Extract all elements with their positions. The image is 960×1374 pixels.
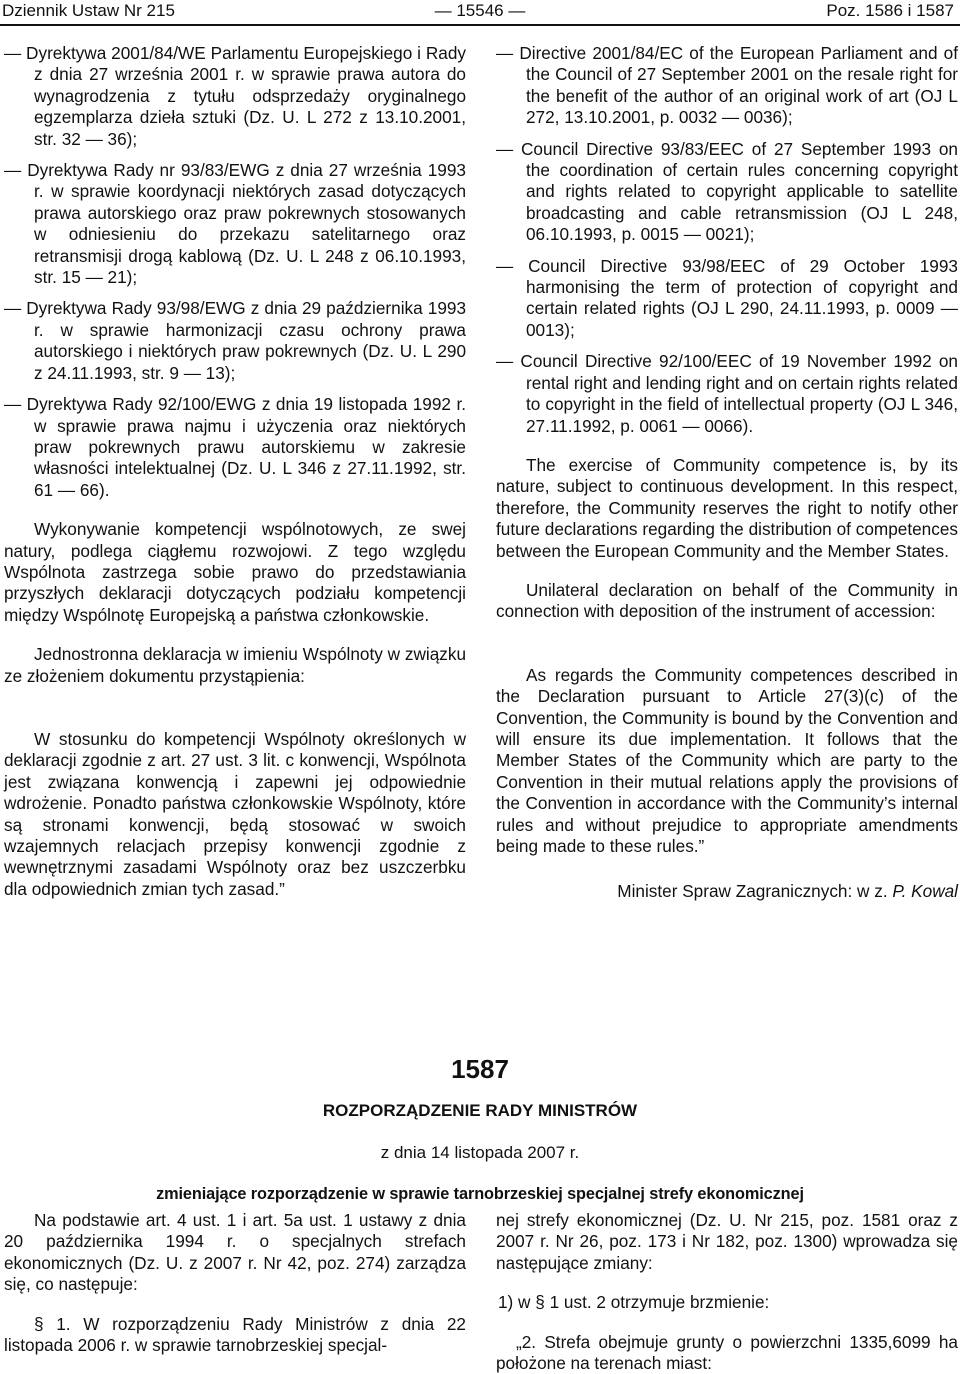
- signature-prefix: Minister Spraw Zagranicznych: w z.: [617, 881, 893, 902]
- act-quoted-provision: „2. Strefa obejmuje grunty o powierzchni 1335,6099 ha położone na terenach miast:: [496, 1331, 958, 1374]
- header-rule: [0, 24, 960, 26]
- directive-item-pl: — Dyrektywa Rady 92/100/EWG z dnia 19 listopada 1992 r. w sprawie prawa najmu i użyczenia oraz niektórych praw pokrewnych prawu autorskiemu w zakresie własności intelektualnej (Dz. U. L 346 z 27.11.1992, str. 61 — 66).: [4, 394, 466, 500]
- directive-item-en: — Council Directive 92/100/EEC of 19 November 1992 on rental right and lending right and on certain rights related to copyright in the field of intellectual property (OJ L 346, 27.11.1992, p. 0061 — 0066).: [496, 351, 958, 436]
- left-column-polish: [4, 43, 466, 900]
- act-subtitle: zmieniające rozporządzenie w sprawie tarnobrzeskiej specjalnej strefy ekonomicznej: [156, 1185, 804, 1203]
- declaration-heading-en: Unilateral declaration on behalf of the Community in connection with deposition of the instrument of accession:: [496, 579, 958, 622]
- declaration-text-en: As regards the Community competences described in the Declaration pursuant to Article 27(3)(c) of the Convention, the Community is bound by the Convention and will ensure its due implementation. It follows that the Member States of the Community which are party to the Convention in their mutual relations apply the provisions of the Convention in accordance with the Community’s internal rules and without prejudice to appropriate amendments being made to these rules.”: [496, 664, 958, 856]
- directive-item-pl: — Dyrektywa Rady 93/98/EWG z dnia 29 października 1993 r. w sprawie harmonizacji czasu ochrony prawa autorskiego i niektórych praw pokrewnych (Dz. U. L 290 z 24.11.1993, str. 9 — 13);: [4, 298, 466, 383]
- act-date: z dnia 14 listopada 2007 r.: [380, 1143, 580, 1162]
- directive-item-en: — Council Directive 93/83/EEC of 27 September 1993 on the coordination of certain rules concerning copyright and rights related to copyright applicable to satellite broadcasting and cable retransmission (OJ L 248, 06.10.1993, p. 0015 — 0021);: [496, 138, 958, 245]
- declaration-text-pl: W stosunku do kompetencji Wspólnoty określonych w deklaracji zgodnie z art. 27 ust. 3 lit. c konwencji, Wspólnota jest związana konwencją i zapewni jej odpowiednie wdrożenie. Ponadto państwa członkowskie Wspólnoty, które są stronami konwencji, będą stosować w swoich wzajemnych relacjach przepisy konwencji zgodnie z wewnętrznymi zasadami Wspólnoty oraz bez uszczerbku dla odpowiednich zmian tych zasad.”: [4, 728, 466, 899]
- page-number: — 15546 —: [434, 1, 526, 20]
- directive-item-pl: — Dyrektywa Rady nr 93/83/EWG z dnia 27 września 1993 r. w sprawie koordynacji niektórych zasad dotyczących prawa autorskiego oraz praw pokrewnych stosowanych w odniesieniu do przekazu satelitarnego oraz retransmisji drogą kablową (Dz. U. L 248 z 06.10.1993, str. 15 — 21);: [4, 160, 466, 288]
- act-paragraph-1: § 1. W rozporządzeniu Rady Ministrów z dnia 22 listopada 2006 r. w sprawie tarnobrzeskiej specjal-: [4, 1313, 466, 1356]
- directive-item-pl: — Dyrektywa 2001/84/WE Parlamentu Europejskiego i Rady z dnia 27 września 2001 r. w sprawie prawa autora do wynagrodzenia z tytułu odsprzedaży oryginalnego egzemplarza dzieła sztuki (Dz. U. L 272 z 13.10.2001, str. 32 — 36);: [4, 43, 466, 149]
- competence-paragraph-en: The exercise of Community competence is, by its nature, subject to continuous development. In this respect, therefore, the Community reserves the right to notify other future declarations regarding the distribution of competences between the European Community and the Member States.: [496, 454, 958, 561]
- act-continuation: nej strefy ekonomicznej (Dz. U. Nr 215, poz. 1581 oraz z 2007 r. Nr 26, poz. 173 i Nr 182, poz. 1300) wprowadza się następujące zmiany:: [496, 1210, 958, 1273]
- competence-paragraph-pl: Wykonywanie kompetencji wspólnotowych, ze swej natury, podlega ciągłemu rozwojowi. Z tego względu Wspólnota zastrzega sobie prawo do przedstawiania przyszłych deklaracji dotyczących podziału kompetencji między Wspólnotę Europejską a państwa członkowskie.: [4, 519, 466, 625]
- act-body-left: [4, 1210, 466, 1356]
- act-number: 1587: [451, 1054, 509, 1084]
- directive-item-en: — Directive 2001/84/EC of the European Parliament and of the Council of 27 September 2001 on the resale right for the benefit of the author of an original work of art (OJ L 272, 13.10.2001, p. 0032 — 0036);: [496, 43, 958, 128]
- signature-line: [496, 881, 958, 902]
- position-reference: Poz. 1586 i 1587: [826, 1, 954, 20]
- journal-name: Dziennik Ustaw Nr 215: [2, 1, 175, 20]
- act-title: ROZPORZĄDZENIE RADY MINISTRÓW: [322, 1101, 638, 1120]
- right-column-english: [496, 43, 958, 903]
- declaration-heading-pl: Jednostronna deklaracja w imieniu Wspólnoty w związku ze złożeniem dokumentu przystąpienia:: [4, 644, 466, 686]
- act-amendment-item-1: 1) w § 1 ust. 2 otrzymuje brzmienie:: [498, 1292, 770, 1313]
- directive-item-en: — Council Directive 93/98/EEC of 29 October 1993 harmonising the term of protection of copyright and certain related rights (OJ L 290, 24.11.1993, p. 0009 — 0013);: [496, 255, 958, 340]
- act-legal-basis: Na podstawie art. 4 ust. 1 i art. 5a ust. 1 ustawy z dnia 20 października 1994 r. o specjalnych strefach ekonomicznych (Dz. U. z 2007 r. Nr 42, poz. 274) zarządza się, co następuje:: [4, 1210, 466, 1295]
- signature-name: P. Kowal: [892, 881, 958, 902]
- act-body-right: [496, 1210, 958, 1374]
